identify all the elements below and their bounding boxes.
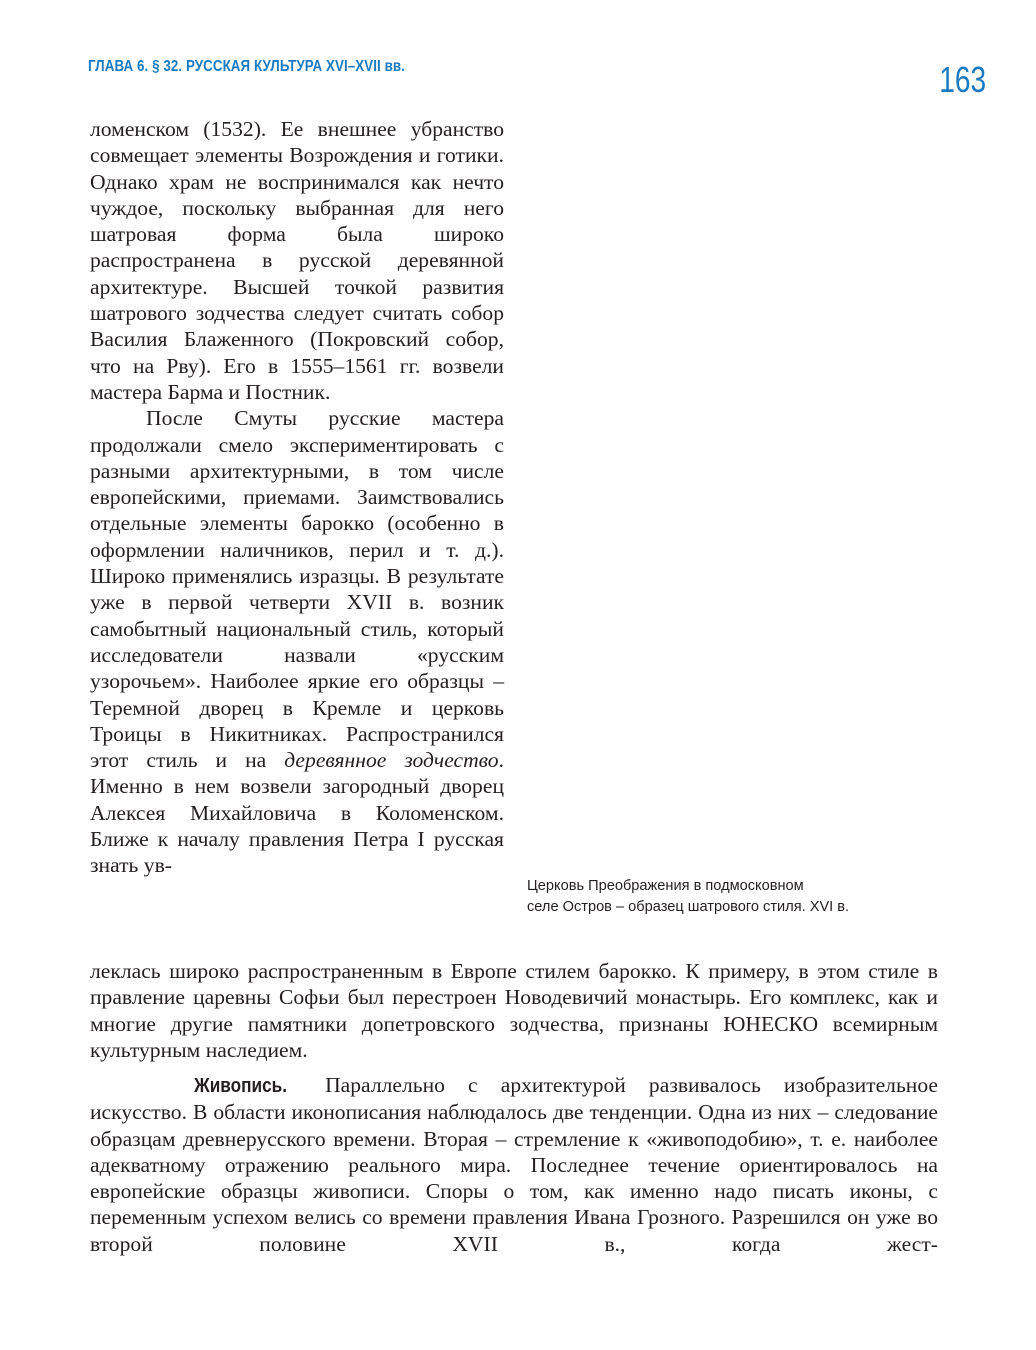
narrow-text-column bbox=[90, 116, 504, 879]
painting-section bbox=[90, 1072, 938, 1257]
italic-term: деревянное зодчество bbox=[284, 748, 499, 773]
paragraph-text: После Смуты русские мастера продолжали смело экспериментировать с разными архитектурными, в том числе европейскими, приемами. Заимствовались отдельные элементы барокко (особенно в оформлении наличников, перил и т. д.). Широко применялись изразцы. В результате уже в первой четверти XVII в. возник самобытный национальный стиль, который исследователи назвали «русским узорочьем». Наиболее яркие его образцы – Теремной дворец в Кремле и церковь Троицы в Никитниках. Распространился этот стиль и на bbox=[90, 406, 504, 773]
paragraph-painting bbox=[90, 1072, 938, 1257]
caption-line: Церковь Преображения в подмосковном bbox=[527, 878, 804, 894]
page-number: 163 bbox=[939, 59, 986, 100]
section-heading: Живопись. bbox=[194, 1075, 288, 1097]
paragraph-after-troubles bbox=[90, 405, 504, 878]
paragraph-text: Параллельно с архитектурой развивалось изобразительное искусство. В области иконописания наблюдалось две тенденции. Одна из них – следование образцам древнерусского времени. Вторая – стремление к «живоподобию», т. е. наиболее адекватному отражению реального мира. Последнее течение ориентировалось на европейские образцы живописи. Споры о том, как именно надо писать иконы, с переменным успехом велись со времени правления Ивана Грозного. Разрешился он уже во второй половине XVII в., когда жест- bbox=[90, 1073, 938, 1256]
running-header: ГЛАВА 6. § 32. РУССКАЯ КУЛЬТУРА XVI–XVII вв. bbox=[88, 58, 405, 75]
full-width-text bbox=[90, 958, 938, 1063]
paragraph-architecture: ломенском (1532). Ее внешнее убранство совмещает элементы Возрождения и готики. Однако храм не воспринимался как нечто чуждое, поскольку выбранная для него шатровая форма была широко распространена в русской деревянной архитектуре. Высшей точкой развития шатрового зодчества следует считать собор Василия Блаженного (Покровский собор, что на Рву). Его в 1555–1561 гг. возвели мастера Барма и Постник. bbox=[90, 117, 504, 404]
paragraph-text: . Именно в нем возвели загородный дворец Алексея Михайловича в Коломенском. Ближе к началу правления Петра I русская знать ув- bbox=[90, 748, 504, 878]
paragraph-continuation: леклась широко распространенным в Европе стилем барокко. К примеру, в этом стиле в правление царевны Софьи был перестроен Новодевичий монастырь. Его комплекс, как и многие другие памятники допетровского зодчества, признаны ЮНЕСКО всемирным культурным наследием. bbox=[90, 959, 938, 1062]
figure-caption bbox=[527, 876, 947, 917]
caption-line: селе Остров – образец шатрового стиля. XVI в. bbox=[527, 898, 850, 915]
